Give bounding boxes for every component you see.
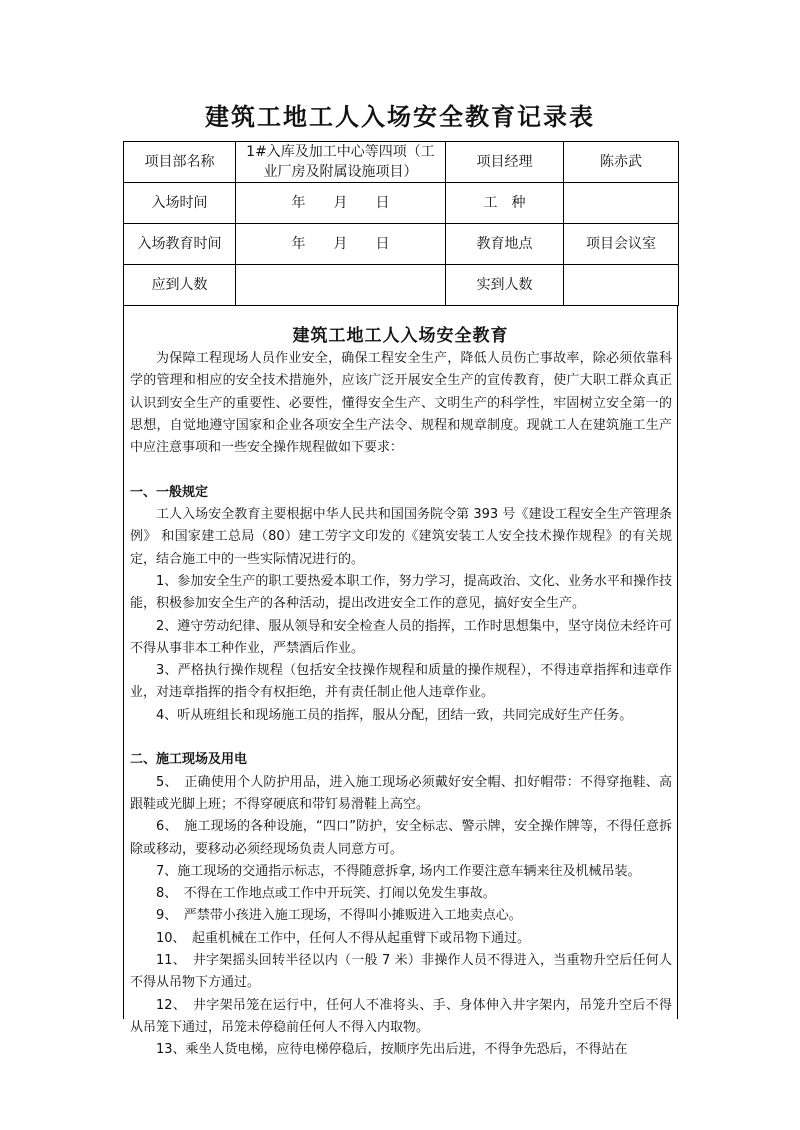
value-education-time: 年 月 日 (236, 224, 446, 265)
section-site-title: 二、施工现场及用电 (130, 752, 248, 768)
value-entry-time: 年 月 日 (236, 183, 446, 224)
education-content (130, 348, 672, 1062)
list-item: 5、 正确使用个人防护用品，进入施工现场必须戴好安全帽、扣好帽带：不得穿拖鞋、高跟鞋或光脚上班；不得穿硬底和带钉易滑鞋上高空。 (130, 774, 672, 812)
list-item: 12、 井字架吊笼在运行中，任何人不准将头、手、身体伸入井字架内，吊笼升空后不得从吊笼下通过，吊笼未停稳前任何人不得入内取物。 (130, 997, 672, 1035)
project-info-table (123, 141, 679, 306)
section-general-intro: 工人入场安全教育主要根据中华人民共和国国务院令第 393 号《建设工程安全生产管理条例》 和国家建工总局（80）建工劳字文印发的《建筑安装工人安全技术操作规程》的有关规定，结合施工中的一些实际情况进行的。 (130, 507, 672, 567)
label-actual-count: 实到人数 (446, 265, 564, 306)
label-entry-time: 入场时间 (124, 183, 236, 224)
value-expected-count (236, 265, 446, 306)
table-row (124, 183, 679, 224)
list-item: 9、 严禁带小孩进入施工现场，不得叫小摊贩进入工地卖点心。 (156, 908, 522, 924)
label-project-dept: 项目部名称 (124, 142, 236, 183)
list-item: 3、严格执行操作规程（包括安全技操作规程和质量的操作规程），不得违章指挥和违章作业，对违章指挥的指令有权拒绝，并有责任制止他人违章作业。 (130, 663, 672, 701)
value-work-type (564, 183, 679, 224)
table-row (124, 265, 679, 306)
list-item: 2、遵守劳动纪律、服从领导和安全检查人员的指挥，工作时思想集中，坚守岗位未经许可不得从事非本工种作业，严禁酒后作业。 (130, 618, 672, 656)
table-row (124, 142, 679, 183)
list-item: 8、 不得在工作地点或工作中开玩笑、打闹以免发生事故。 (156, 886, 496, 902)
page-title: 建筑工地工人入场安全教育记录表 (205, 103, 595, 131)
value-education-location: 项目会议室 (564, 224, 679, 265)
value-actual-count (564, 265, 679, 306)
education-subtitle: 建筑工地工人入场安全教育 (292, 326, 509, 346)
list-item: 4、听从班组长和现场施工员的指挥，服从分配，团结一致，共同完成好生产任务。 (156, 707, 633, 723)
label-project-manager: 项目经理 (446, 142, 564, 183)
list-item: 1、参加安全生产的职工要热爱本职工作，努力学习，提高政治、文化、业务水平和操作技能，积极参加安全生产的各种活动，提出改进安全工作的意见，搞好安全生产。 (130, 573, 672, 612)
list-item: 6、 施工现场的各种设施，“四口”防护，安全标志、警示牌，安全操作牌等，不得任意拆除或移动，要移动必须经现场负责人同意方可。 (130, 819, 672, 857)
value-project-name: 1#入库及加工中心等四项（工业厂房及附属设施项目） (236, 142, 446, 183)
list-item: 7、施工现场的交通指示标志，不得随意拆拿, 场内工作要注意车辆来往及机械吊装。 (156, 863, 641, 879)
list-item: 10、 起重机械在工作中，任何人不得从起重臂下或吊物下通过。 (156, 930, 531, 946)
intro-paragraph: 为保障工程现场人员作业安全，确保工程安全生产，降低人员伤亡事故率，除必须依靠科学的管理和相应的安全技术措施外，应该广泛开展安全生产的宣传教育，使广大职工群众真正认识到安全生产的重要性、必要性，懂得安全生产、文明生产的科学性，牢固树立安全第一的思想，自觉地遵守国家和企业各项安全生产法令、规程和规章制度。现就工人在建筑施工生产中应注意事项和一些安全操作规程做如下要求： (130, 351, 672, 456)
list-item: 13、乘坐人货电梯，应待电梯停稳后，按顺序先出后进，不得争先恐后，不得站在 (156, 1042, 628, 1058)
value-project-manager: 陈赤武 (564, 142, 679, 183)
list-item: 11、 井字架摇头回转半径以内（一般 7 米）非操作人员不得进入，当重物升空后任何人不得从吊物下方通过。 (130, 953, 672, 991)
section-general-title: 一、一般规定 (130, 484, 209, 500)
label-education-location: 教育地点 (446, 224, 564, 265)
education-content-box (123, 305, 678, 1058)
table-row (124, 224, 679, 265)
label-work-type: 工 种 (446, 183, 564, 224)
label-expected-count: 应到人数 (124, 265, 236, 306)
label-education-time: 入场教育时间 (124, 224, 236, 265)
